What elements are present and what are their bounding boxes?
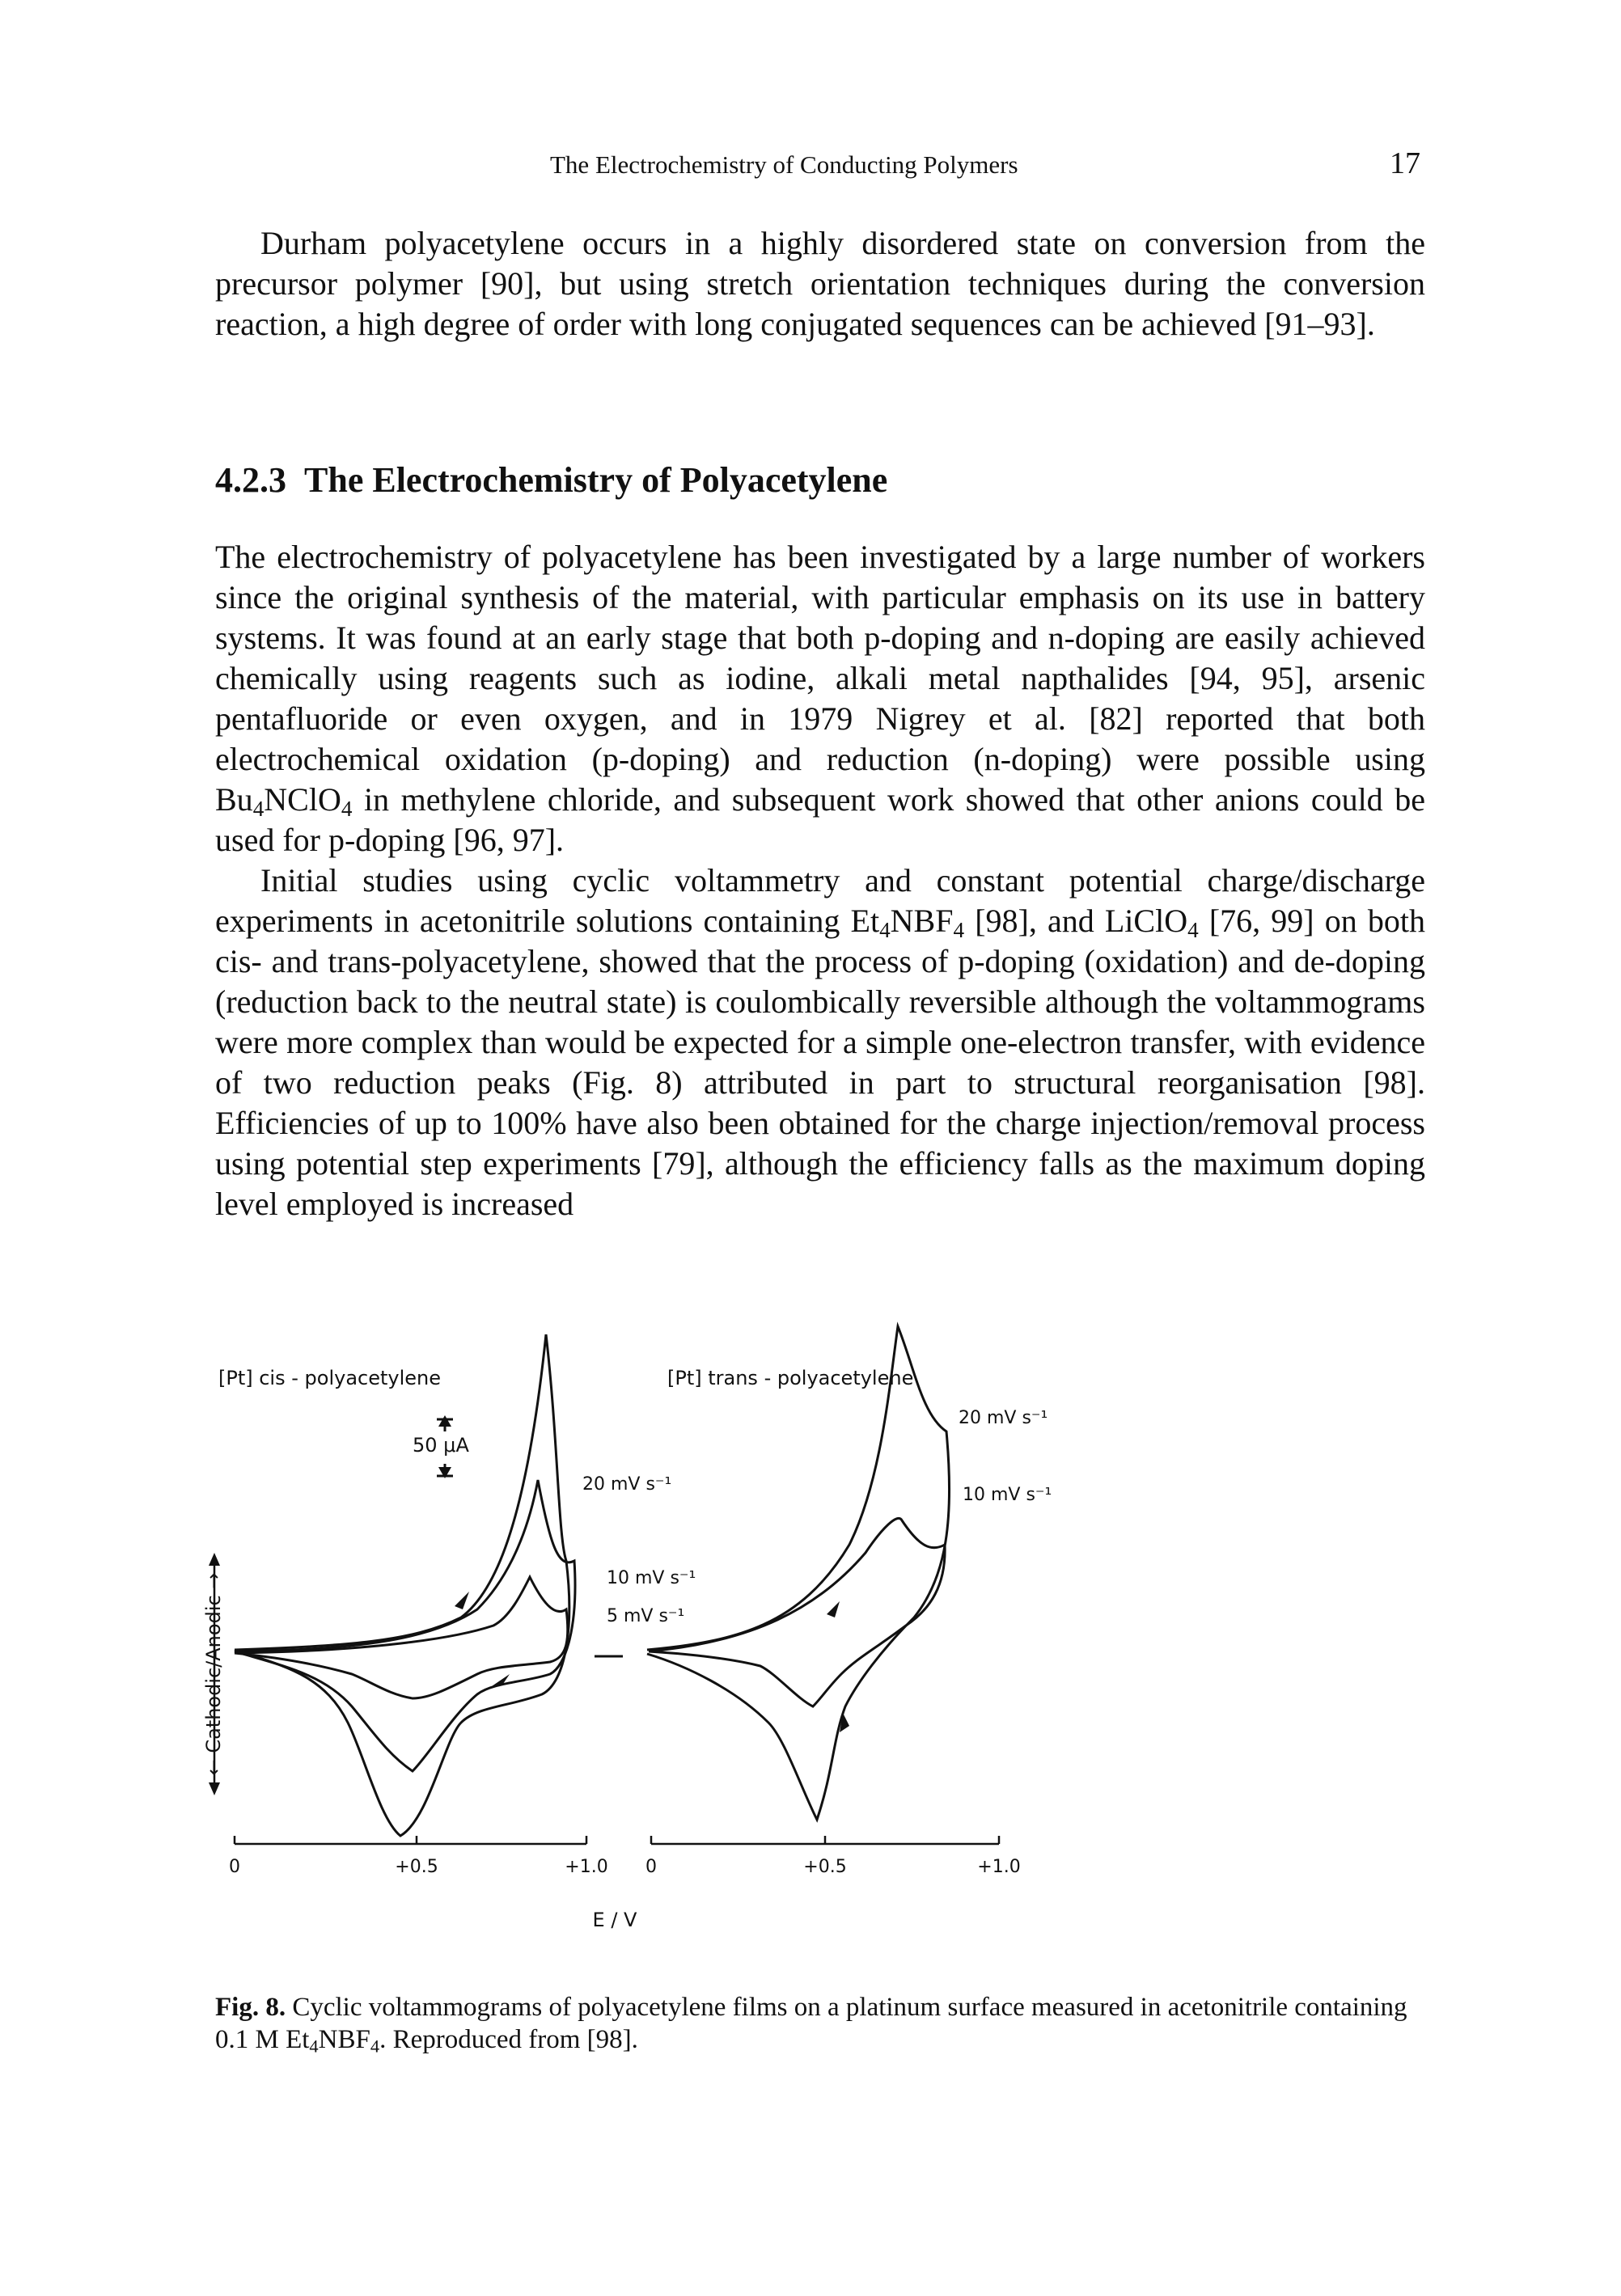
cis-tick-1.0: +1.0: [565, 1857, 608, 1877]
scale-bar-label: 50 μA: [413, 1434, 469, 1457]
trans-tick-0.5: +0.5: [803, 1857, 847, 1877]
running-title: The Electrochemistry of Conducting Polymers: [550, 150, 1018, 179]
section-title: The Electrochemistry of Polyacetylene: [304, 460, 888, 500]
trans-rate-20: 20 mV s⁻¹: [959, 1408, 1048, 1428]
trans-curve-10mV: [649, 1518, 945, 1706]
trans-tick-1.0: +1.0: [977, 1857, 1021, 1877]
section-heading: [215, 459, 887, 501]
section-number: 4.2.3: [215, 460, 286, 500]
figure-caption: Fig. 8. Cyclic voltammograms of polyacetylene films on a platinum surface measured in acetonitrile containing 0.1 M $Et_4NBF_4$. Reproduced from [98].: [215, 1993, 1407, 2057]
cis-rate-10: 10 mV s⁻¹: [607, 1568, 696, 1588]
cis-rate-5: 5 mV s⁻¹: [607, 1606, 685, 1626]
cis-tick-0.5: +0.5: [395, 1857, 438, 1877]
y-axis-label: ← Cathodic/Anodic →: [202, 1572, 225, 1776]
trans-panel-title: [Pt] trans - polyacetylene: [667, 1367, 914, 1389]
x-axis-label: E / V: [592, 1909, 637, 1931]
cis-tick-0: 0: [229, 1857, 240, 1877]
page-number: 17: [1390, 146, 1420, 180]
cis-voltammograms: [235, 1334, 575, 1836]
trans-tick-0: 0: [645, 1857, 657, 1877]
trans-rate-10: 10 mV s⁻¹: [963, 1485, 1052, 1505]
cis-panel-title: [Pt] cis - polyacetylene: [218, 1367, 442, 1389]
paragraph-electrochemistry: The electrochemistry of polyacetylene has been investigated by a large number of workers since the original synthesis of the material, with particular emphasis on its use in battery systems. It was found at an early stage that both p-doping and n-doping are easily achieved chemically using reagents such as iodine, alkali metal napthalides [94, 95], arsenic pentafluoride or even oxygen, and in 1979 Nigrey et al. [82] reported that both electrochemical oxidation (p-doping) and reduction (n-doping) were possible using $Bu_4NClO_4$ in methylene chloride, and subsequent work showed that other anions could be used for p-doping [96, 97].: [215, 539, 1425, 858]
cis-curve-20mV: [235, 1334, 569, 1836]
paragraph-initial-studies: Initial studies using cyclic voltammetry and constant potential charge/discharge experiments in acetonitrile solutions containing $Et_4NBF_4$ [98], and LiClO$_4$ [76, 99] on both cis- and trans-polyacetylene, showed that the process of p-doping (oxidation) and de-doping (reduction back to the neutral state) is coulombically reversible although the voltammograms were more complex than would be expected for a simple one-electron transfer, with evidence of two reduction peaks (Fig. 8) attributed in part to structural reorganisation [98]. Efficiencies of up to 100% have also been obtained for the charge injection/removal process using potential step experiments [79], although the efficiency falls as the maximum doping level employed is increased: [215, 862, 1425, 1222]
voltammogram-figure: [186, 1318, 1157, 1981]
paragraph-durham: Durham polyacetylene occurs in a highly disordered state on conversion from the precursor polymer [90], but using stretch orientation techniques during the conversion reaction, a high degree of order with long conjugated sequences can be achieved [91–93].: [215, 225, 1425, 342]
potential-axes: [235, 1836, 999, 1844]
cis-rate-20: 20 mV s⁻¹: [582, 1474, 672, 1495]
scale-arrow-up-icon: [438, 1415, 451, 1427]
trans-anodic-arrow: [827, 1601, 840, 1617]
figure-8: [186, 1318, 1157, 1981]
arrow-down-icon: [209, 1782, 220, 1795]
cis-anodic-arrow: [455, 1592, 469, 1609]
cis-curve-10mV: [235, 1480, 575, 1771]
arrow-up-icon: [209, 1553, 220, 1566]
